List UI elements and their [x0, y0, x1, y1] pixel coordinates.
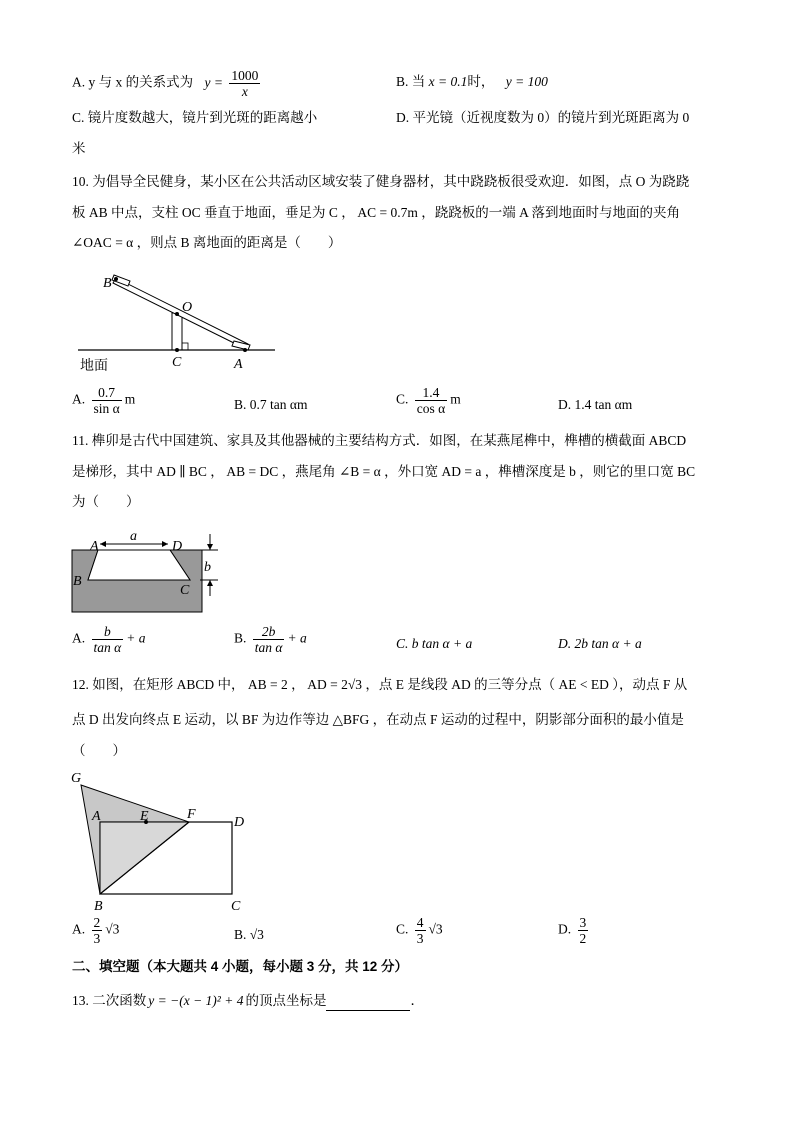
q11-stem-line1: 11. 榫卯是古代中国建筑、家具及其他器械的主要结构方式．如图，在某燕尾榫中，榫槽的横截面 ABCD [72, 433, 687, 448]
q9-option-d-wrap: 米 [72, 141, 86, 156]
q11-option-a: A. $\frac{b}{\text{tan α}}$ + a [72, 624, 146, 655]
q12-option-c: C. $\frac{4}{3}$ √3 [396, 915, 443, 946]
q10-label-o: O [182, 300, 193, 315]
q12-label-e: E [140, 809, 149, 824]
q12-option-d: D. $\frac{3}{2}$ [558, 915, 587, 946]
q12-option-a: A. $\frac{2}{3}$ √3 [72, 915, 120, 946]
q11-label-b-depth: b [204, 560, 211, 575]
q10-label-a: A [234, 357, 243, 372]
q12-label-f: F [187, 807, 196, 822]
q12-stem-line3: （ ） [72, 743, 126, 758]
q11-stem-line2: 是梯形，其中 AD ∥ BC ， AB = DC ，燕尾角 ∠B = α ，外口宽 AD = a ，榫槽深度是 b ，则它的里口宽 BC [72, 464, 696, 479]
q10-option-d: D. 1.4 tan αm [558, 397, 633, 412]
q11-option-b: B. $\frac{2b}{\text{tan α}}$ + a [234, 624, 307, 655]
q12-label-a: A [92, 809, 101, 824]
q10-option-a: A. $\frac{0.7}{\text{sin α}}$ m [72, 385, 136, 416]
q10-option-b: B. 0.7 tan αm [234, 397, 308, 412]
q11-label-c: C [180, 583, 190, 598]
q11-option-c: C. b tan α + a [396, 636, 473, 651]
q12-label-d: D [234, 815, 245, 830]
q12-stem-line1: 12. 如图，在矩形 ABCD 中， AB = 2 ， AD = 2√3 ，点 E 是线段 AD 的三等分点（ AE < ED ），动点 F 从 [72, 677, 688, 692]
q11-label-a-width: a [130, 529, 137, 544]
q9-option-d: D. 平光镜（近视度数为 0）的镜片到光斑距离为 0 [396, 110, 690, 125]
q9-option-a: A. y 与 x 的关系式为 y = $\frac{1000}{x}$ [72, 68, 259, 99]
q12-option-b: B. √3 [234, 927, 264, 942]
q9-option-b: B. 当 x = 0.1时， y = 100 [396, 74, 548, 89]
q10-seesaw-figure [70, 265, 290, 377]
q9-option-c: C. 镜片度数越大，镜片到光斑的距离越小 [72, 110, 318, 125]
q11-stem-line3: 为（ ） [72, 494, 140, 509]
q11-option-d: D. 2b tan α + a [558, 636, 642, 651]
q11-dovetail-figure [68, 526, 228, 616]
q11-label-b: B [73, 574, 82, 589]
q10-stem-line3: ∠OAC = α ，则点 B 离地面的距离是（ ） [72, 235, 342, 250]
q13-stem: 13. 二次函数 y = −(x − 1)² + 4 的顶点坐标是 ． [72, 991, 424, 1011]
q10-option-c: C. $\frac{1.4}{\text{cos α}}$ m [396, 385, 461, 416]
q10-stem-line2: 板 AB 中点，支柱 OC 垂直于地面，垂足为 C ， AC = 0.7m ，跷跷板的一端 A 落到地面时与地面的夹角 [72, 205, 681, 220]
q11-label-a: A [90, 539, 99, 554]
q10-label-c: C [172, 355, 182, 370]
q13-answer-blank[interactable] [326, 996, 410, 1011]
q10-stem-line1: 10. 为倡导全民健身，某小区在公共活动区域安装了健身器材，其中跷跷板很受欢迎．如图，点 O 为跷跷 [72, 174, 690, 189]
q10-label-ground: 地面 [80, 359, 108, 374]
q12-label-c: C [231, 899, 241, 914]
q12-stem-line2: 点 D 出发向终点 E 运动，以 BF 为边作等边 △BFG ，在动点 F 运动的过程中，阴影部分面积的最小值是 [72, 712, 684, 727]
q12-label-b: B [94, 899, 103, 914]
section2-title: 二、填空题（本大题共 4 小题，每小题 3 分，共 12 分） [72, 959, 409, 974]
q11-label-d: D [172, 539, 183, 554]
q12-label-g: G [71, 771, 82, 786]
q10-label-b: B [103, 276, 112, 291]
q12-rectangle-figure [66, 766, 256, 914]
